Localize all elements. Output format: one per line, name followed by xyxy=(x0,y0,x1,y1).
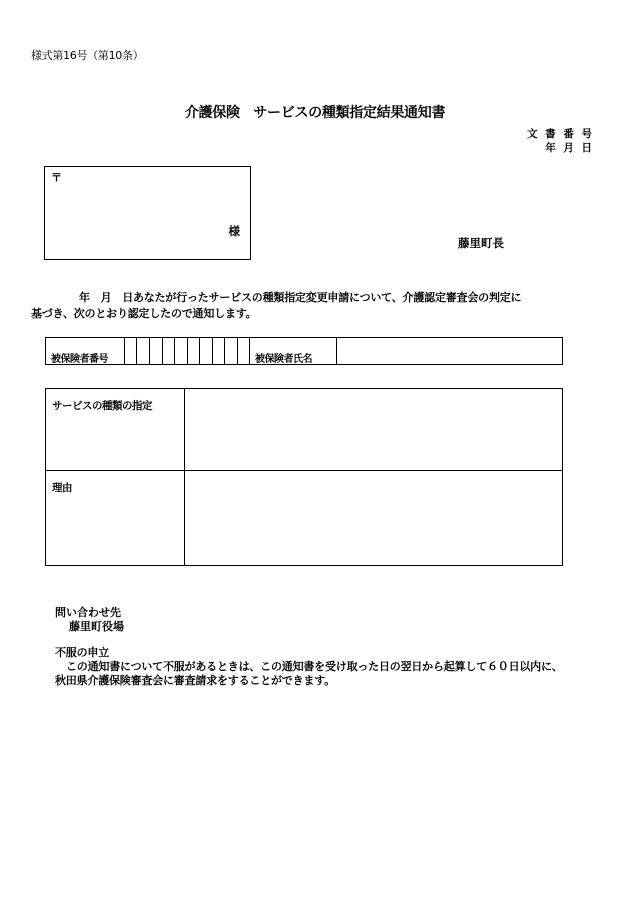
insured-name-value xyxy=(336,338,562,364)
notice-line-1: 年 月 日あなたが行ったサービスの種類指定変更申請について、介護認定審査会の判定に xyxy=(79,291,522,304)
designation-table xyxy=(45,388,563,566)
notice-line-2: 基づき、次のとおり認定したので通知します。 xyxy=(31,307,257,320)
sender-name: 藤里町長 xyxy=(458,236,504,250)
document-title: 介護保険 サービスの種類指定結果通知書 xyxy=(184,105,446,121)
doc-number-label: 文 書 番 号 xyxy=(527,128,592,140)
insured-number-digit-cell xyxy=(174,338,187,364)
service-type-label: サービスの種類の指定 xyxy=(46,389,185,470)
reason-row xyxy=(46,471,562,565)
insured-number-digit-cell xyxy=(199,338,212,364)
inquiry-office: 藤里町役場 xyxy=(69,620,124,633)
objection-section xyxy=(55,646,615,688)
insured-number-digit-cell xyxy=(224,338,237,364)
objection-line-2: 秋田県介護保険審査会に審査請求をすることができます。 xyxy=(55,674,335,687)
insured-number-digit-cell xyxy=(136,338,149,364)
insured-number-digit-cell xyxy=(212,338,224,364)
objection-line-1: この通知書について不服があるときは、この通知書を受け取った日の翌日から起算して６０日以内に、 xyxy=(66,660,563,673)
insured-info-table xyxy=(45,337,563,365)
insured-number-digit-cell xyxy=(162,338,174,364)
inquiry-section xyxy=(55,606,124,634)
insured-name-label: 被保険者氏名 xyxy=(249,338,336,364)
honorific: 様 xyxy=(228,224,240,238)
form-number: 様式第16号（第10条） xyxy=(31,49,144,62)
reason-label: 理由 xyxy=(46,471,185,565)
notice-body xyxy=(31,290,571,322)
doc-number-block xyxy=(527,127,592,155)
date-label: 年 月 日 xyxy=(545,142,592,154)
insured-number-digit-cell xyxy=(187,338,199,364)
objection-heading: 不服の申立 xyxy=(55,646,109,659)
recipient-address-box xyxy=(44,166,251,260)
insured-number-digit-cell xyxy=(149,338,162,364)
insured-number-digit-cell xyxy=(124,338,136,364)
postal-mark: 〒 xyxy=(51,171,62,184)
inquiry-heading: 問い合わせ先 xyxy=(55,606,121,619)
insured-number-label: 被保険者番号 xyxy=(51,354,108,365)
insured-number-digit-cell xyxy=(237,338,249,364)
service-type-row xyxy=(46,389,562,471)
